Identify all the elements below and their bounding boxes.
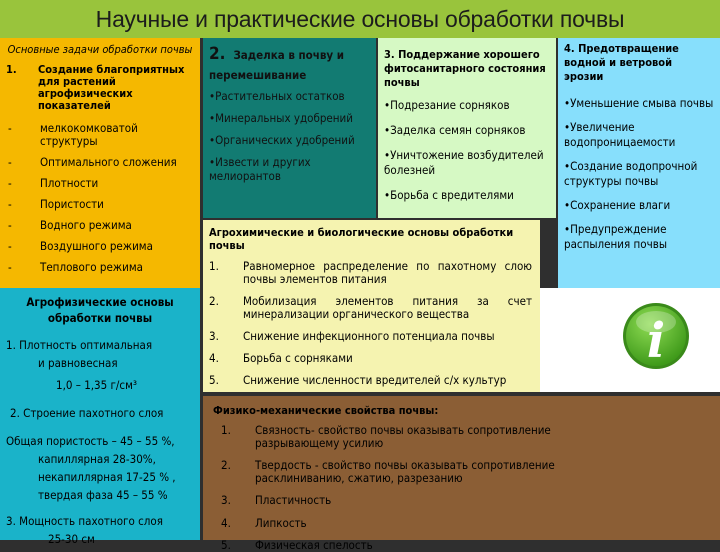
list-item-text: Воздушного режима	[40, 239, 153, 253]
item-text: Равномерное распределение по пахотному слою почвы элементов питания	[243, 259, 532, 286]
agrophysical-line: твердая фаза 45 – 55 %	[38, 488, 168, 502]
page-title: Научные и практические основы обработки почвы	[95, 5, 625, 32]
item-text: Пластичность	[255, 493, 332, 507]
mixing-header-text: Заделка в почву и перемешивание	[209, 48, 344, 82]
item-number: 3.	[221, 493, 231, 507]
list-item-text: Теплового режима	[40, 260, 143, 274]
item-number: 5.	[209, 373, 219, 387]
item-text: Снижение численности вредителей с/х культур	[243, 373, 507, 387]
list-item	[213, 424, 712, 449]
agrophysical-line: 1. Плотность оптимальная	[6, 338, 153, 352]
agrophysical-line: 1,0 – 1,35 г/см³	[56, 378, 138, 392]
item-text: Физическая спелость	[255, 538, 373, 552]
tasks-main-number: 1.	[6, 63, 17, 76]
list-item	[6, 122, 194, 148]
item-number: 4.	[209, 351, 219, 365]
list-item	[209, 330, 532, 343]
list-item	[6, 177, 194, 190]
tasks-main-text: Создание благоприятных для растений агрофизических показателей	[38, 63, 185, 112]
list-item: •Подрезание сорняков	[384, 98, 510, 112]
list-item: •Увеличение водопроницаемости	[564, 120, 676, 149]
list-item: •Предупреждение распыления почвы	[564, 222, 667, 251]
list-item: •Уменьшение смыва почвы	[564, 96, 714, 110]
agrophysical-line: Общая пористость – 45 – 55 %,	[6, 434, 175, 448]
agrophysical-line: 3. Мощность пахотного слоя	[6, 514, 163, 528]
list-item	[209, 260, 532, 286]
list-item	[6, 240, 194, 253]
list-dash: -	[8, 260, 12, 274]
list-item-text: Водного режима	[40, 218, 132, 232]
list-item-text: Оптимального сложения	[40, 155, 177, 169]
agrophysical-line: 2. Строение пахотного слоя	[10, 406, 164, 420]
list-item: •Сохранение влаги	[564, 198, 671, 212]
tasks-main-item	[6, 64, 194, 112]
list-item	[6, 219, 194, 232]
info-icon[interactable]	[620, 300, 692, 372]
list-item-text: мелкокомковатой структуры	[40, 121, 138, 148]
title-bar	[0, 0, 720, 38]
mechanical-header: Физико-механические свойства почвы:	[213, 404, 439, 417]
list-item	[209, 374, 532, 387]
item-text: Мобилизация элементов питания за счет минерализации органического вещества	[243, 294, 532, 321]
item-number: 3.	[209, 329, 219, 343]
list-dash: -	[8, 239, 12, 253]
list-dash: -	[8, 155, 12, 169]
item-text: Борьба с сорняками	[243, 351, 353, 365]
list-item: •Заделка семян сорняков	[384, 123, 526, 137]
agrophysical-line: капиллярная 28-30%,	[38, 452, 156, 466]
list-item	[6, 156, 194, 169]
mixing-panel	[203, 38, 376, 218]
list-item	[213, 539, 712, 552]
list-item: •Минеральных удобрений	[209, 111, 353, 125]
item-text: Твердость - свойство почвы оказывать сопротивление расклиниванию, сжатию, разрезанию	[255, 458, 555, 485]
list-item-text: Пористости	[40, 197, 104, 211]
list-item: •Уничтожение возбудителей болезней	[384, 148, 544, 177]
list-dash: -	[8, 176, 12, 190]
list-item	[213, 459, 712, 484]
list-item	[209, 295, 532, 321]
agrophysical-panel	[0, 288, 200, 546]
item-number: 1.	[221, 423, 231, 437]
info-glyph: i	[646, 313, 666, 369]
erosion-header: 4. Предотвращение водной и ветровой эрозии	[564, 42, 679, 83]
item-text: Снижение инфекционного потенциала почвы	[243, 329, 495, 343]
list-item: •Органических удобрений	[209, 133, 355, 147]
item-number: 2.	[221, 458, 231, 472]
info-icon-panel	[540, 288, 720, 392]
agrophysical-header: Агрофизические основы обработки почвы	[26, 295, 174, 325]
list-item	[209, 352, 532, 365]
mechanical-panel	[203, 396, 720, 552]
agrochemical-header: Агрохимические и биологические основы обработки почвы	[209, 226, 514, 252]
item-number: 2.	[209, 294, 219, 308]
list-item: •Борьба с вредителями	[384, 188, 514, 202]
list-item	[213, 494, 712, 507]
list-dash: -	[8, 197, 12, 211]
mixing-header	[209, 44, 370, 85]
list-item: •Создание водопрочной структуры почвы	[564, 159, 698, 188]
erosion-panel	[558, 38, 720, 288]
phytosanitary-header: 3. Поддержание хорошего фитосанитарного состояния почвы	[384, 48, 546, 89]
mixing-number: 2.	[209, 44, 226, 64]
agrochemical-panel	[203, 220, 540, 392]
agrophysical-line: 25-30 см	[48, 532, 95, 546]
main-tasks-panel	[0, 38, 200, 288]
list-item	[6, 261, 194, 274]
item-number: 1.	[209, 259, 219, 273]
item-number: 5.	[221, 538, 231, 552]
agrophysical-line: и равновесная	[38, 356, 118, 370]
tasks-header: Основные задачи обработки почвы	[7, 43, 193, 56]
list-item: •Извести и других мелиорантов	[209, 155, 311, 183]
list-item: •Растительных остатков	[209, 89, 345, 103]
list-dash: -	[8, 218, 12, 232]
list-item	[213, 517, 712, 530]
list-item	[6, 198, 194, 211]
list-item-text: Плотности	[40, 176, 99, 190]
list-dash: -	[8, 121, 12, 135]
item-text: Липкость	[255, 515, 307, 530]
phytosanitary-panel	[378, 38, 556, 218]
item-number: 4.	[221, 515, 231, 530]
item-text: Связность- свойство почвы оказывать сопротивление разрывающему усилию	[255, 423, 551, 450]
agrophysical-line: некапиллярная 17-25 % ,	[38, 470, 176, 484]
tasks-list	[6, 122, 194, 274]
